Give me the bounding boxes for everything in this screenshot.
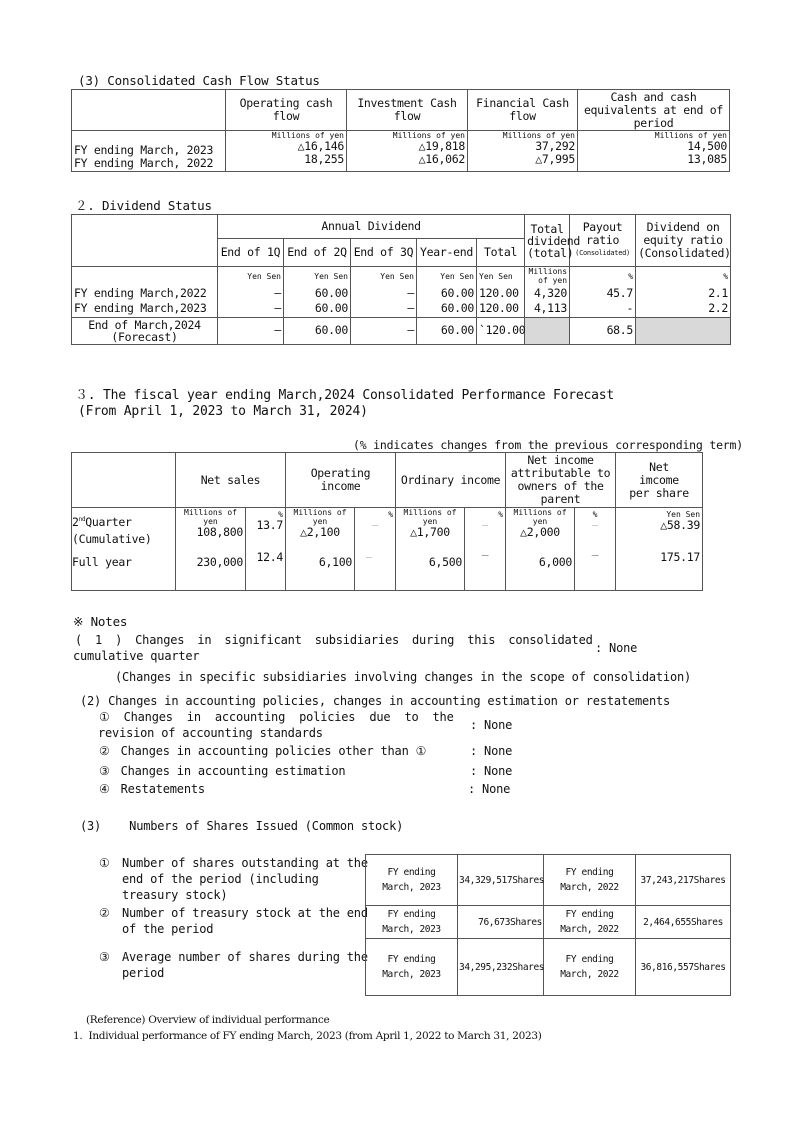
cash-flow-table (71, 89, 730, 172)
cash-flow-title: (3) Consolidated Cash Flow Status (78, 73, 320, 88)
table-row: FY ending March, 2023 34,329,517Shares FY ending March, 2022 37,243,217Shares (366, 855, 731, 906)
fc-row-label: 2ndQuarter (Cumulative) (72, 508, 176, 551)
div-header-3q: End of 3Q (351, 239, 417, 267)
div-header-1q: End of 1Q (218, 239, 284, 267)
table-row: Full year 230,000 12.4 6,100 － 6,500 － 6,000 － 175.17 (72, 551, 703, 591)
dividend-title: ２. Dividend Status (75, 198, 212, 213)
note1-line2: cumulative quarter (73, 649, 200, 663)
forecast-subtitle: (From April 1, 2023 to March 31, 2024) (78, 404, 368, 419)
div-header-2q: End of 2Q (284, 239, 351, 267)
div-header-total-dividend: Total dividend (total) (525, 215, 570, 267)
cf-header-investment: Investment Cash flow (347, 90, 468, 131)
cf-investment-cell: Millions of yen △19,818 △16,062 (347, 131, 468, 172)
shares-item3: ③ Average number of shares during the period (99, 950, 368, 980)
note2-item1-line2: revision of accounting standards (98, 726, 323, 740)
note2-item1-value: : None (470, 718, 513, 732)
note2-item1-line1: ① Changes in accounting policies due to the (99, 710, 454, 724)
cf-header-financial: Financial Cash flow (468, 90, 578, 131)
fc-header-ordinary-income: Ordinary income (396, 453, 506, 508)
cf-header-cash-equivalents: Cash and cash equivalents at end of period (578, 90, 730, 131)
note1-value: : None (595, 641, 638, 655)
forecast-note: (% indicates changes from the previous corresponding term) (353, 438, 743, 452)
div-header-payout: Payout ratio (Consolidated) (570, 215, 636, 267)
fc-header-operating-income: Operating income (286, 453, 396, 508)
shares-item1: ① Number of shares outstanding at the end of the period (including treasury stock) (99, 856, 368, 902)
note2-heading: (2) Changes in accounting policies, changes in accounting estimation or restatements (80, 694, 671, 708)
fc-header-eps: Net imcome per share (616, 453, 703, 508)
note2-item2: ② Changes in accounting policies other than ① (99, 744, 427, 758)
table-row: FY ending March,2022 — 60.00 — 60.00 120.00 4,320 45.7 2.1 (72, 285, 731, 301)
table-row: FY ending March, 2023 76,673Shares FY ending March, 2022 2,464,655Shares (366, 906, 731, 939)
div-header-year-end: Year-end (417, 239, 477, 267)
note2-item2-value: : None (470, 744, 513, 758)
shares-item2: ② Number of treasury stock at the end of the period (99, 906, 368, 936)
note2-item4-value: : None (468, 782, 511, 796)
shares-table (365, 854, 731, 996)
table-row: FY ending March,2023 — 60.00 — 60.00 120.00 4,113 - 2.2 (72, 301, 731, 317)
fc-header-blank (72, 453, 176, 508)
note1-sub: (Changes in specific subsidiaries involving changes in the scope of consolidation) (115, 670, 692, 684)
note1-line1: ( 1 ) Changes in significant subsidiaries during this consolidated (75, 633, 593, 647)
cf-financial-cell: Millions of yen 37,292 △7,995 (468, 131, 578, 172)
forecast-title: ３. The fiscal year ending March,2024 Consolidated Performance Forecast (75, 388, 615, 403)
note2-item3-value: : None (470, 764, 513, 778)
reference-heading: (Reference) Overview of individual performance (86, 1014, 330, 1026)
div-header-blank (72, 215, 218, 267)
cf-header-operating: Operating cash flow (226, 90, 347, 131)
fc-header-net-income: Net income attributable to owners of the parent (506, 453, 616, 508)
table-row: End of March,2024 (Forecast) — 60.00 — 60.00 `120.00 68.5 (72, 317, 731, 344)
dividend-table: Annual Dividend Total dividend (total) Payout ratio (Consolidated) Dividend on equity ratio (Consolidated) End of 1Q End of 2Q End of 3Q Year-end Total Yen Sen Yen Sen Yen Sen Yen Sen Yen Sen Millions of yen % % FY ending March,2022 — 60.00 — 60.00 120.00 4,320 45.7 2.1 FY ending March,2023 — 60.00 — 60.00 120.00 4,113 - 2.2 End of March,2024 (Forecast) — 60.00 — 60.00 `120.00 68.5 (71, 214, 731, 345)
div-header-annual: Annual Dividend (218, 215, 525, 239)
notes-heading: ※ Notes (73, 614, 128, 629)
cf-operating-cell: Millions of yen △16,146 18,255 (226, 131, 347, 172)
div-unit-blank (72, 267, 218, 286)
div-header-total: Total (477, 239, 525, 267)
div-header-doe: Dividend on equity ratio (Consolidated) (636, 215, 731, 267)
cf-header-blank (72, 90, 226, 131)
forecast-table (71, 452, 703, 591)
cf-row-labels (72, 131, 226, 172)
cf-row-label: FY ending March, 2022 (74, 156, 214, 170)
note2-item3: ③ Changes in accounting estimation (99, 764, 346, 778)
fc-header-net-sales: Net sales (176, 453, 286, 508)
table-row: 2ndQuarter (Cumulative) Millions of yen 108,800 % 13.7 Millions of yen △2,100 % － Millions of yen △1,700 % － Millions of yen △2,000 % － Yen Sen △58.39 (72, 508, 703, 551)
note2-item4: ④ Restatements (99, 782, 205, 796)
reference-item1: 1. Individual performance of FY ending March, 2023 (from April 1, 2022 to March 31, 2023) (73, 1030, 542, 1042)
cf-row-label: FY ending March, 2023 (74, 143, 214, 157)
note3-heading: (3) Numbers of Shares Issued (Common stock) (80, 819, 404, 833)
cf-cash-cell: Millions of yen 14,500 13,085 (578, 131, 730, 172)
table-row: FY ending March, 2023 34,295,232Shares FY ending March, 2022 36,816,557Shares (366, 939, 731, 996)
